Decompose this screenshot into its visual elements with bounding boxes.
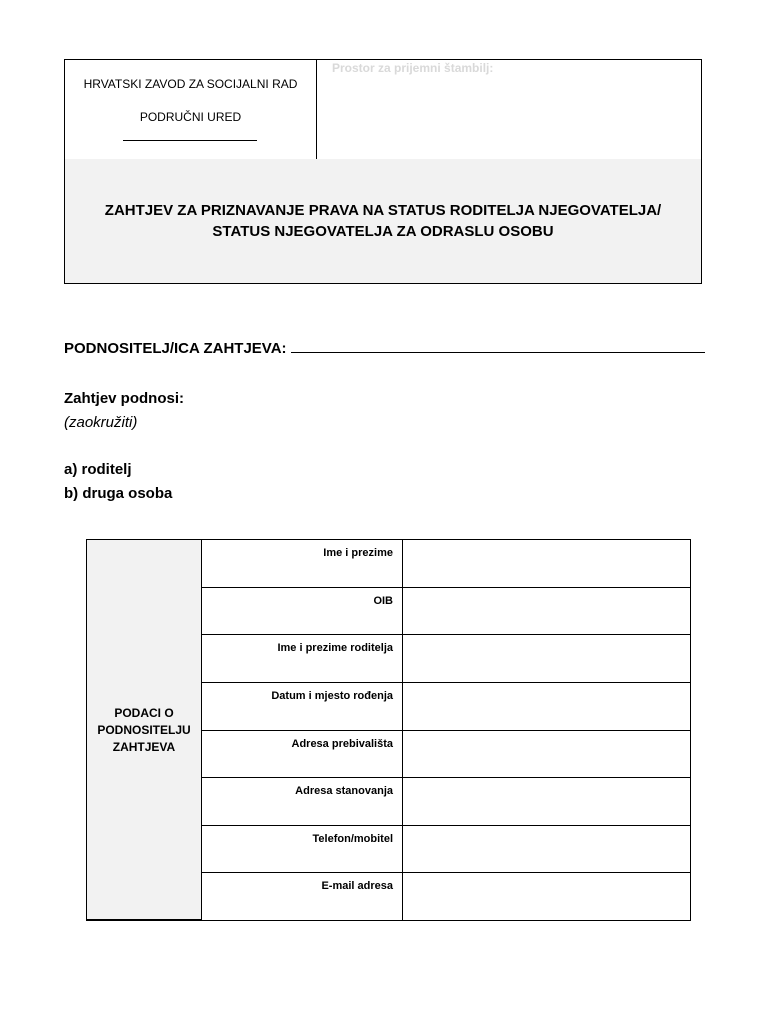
side-heading-extension — [86, 897, 202, 920]
office-blank-line[interactable] — [123, 140, 257, 141]
field-input-name[interactable] — [403, 540, 691, 588]
option-parent[interactable]: a) roditelj — [64, 461, 132, 478]
circle-instruction: (zaokružiti) — [64, 414, 138, 431]
field-label-living-address: Adresa stanovanja — [202, 778, 403, 826]
field-input-living-address[interactable] — [403, 778, 691, 826]
institution-name: HRVATSKI ZAVOD ZA SOCIJALNI RAD — [83, 77, 298, 91]
field-input-birth[interactable] — [403, 682, 691, 730]
field-label-name: Ime i prezime — [202, 540, 403, 588]
submits-label: Zahtjev podnosi: — [64, 390, 184, 407]
form-title-line-1: ZAHTJEV ZA PRIZNAVANJE PRAVA NA STATUS RODITELJA NJEGOVATELJA/ — [104, 202, 662, 219]
field-input-phone[interactable] — [403, 825, 691, 873]
field-label-residence: Adresa prebivališta — [202, 730, 403, 778]
field-label-oib: OIB — [202, 587, 403, 635]
option-other-person[interactable]: b) druga osoba — [64, 485, 173, 502]
field-input-oib[interactable] — [403, 587, 691, 635]
field-label-parent-name: Ime i prezime roditelja — [202, 635, 403, 683]
table-side-heading — [87, 540, 202, 921]
stamp-area-label: Prostor za prijemni štambilj: — [332, 61, 494, 75]
applicant-blank-line[interactable] — [291, 339, 705, 353]
applicant-data-table — [86, 539, 691, 921]
form-title-block — [65, 159, 701, 283]
office-name: PODRUČNI URED — [139, 110, 242, 124]
field-label-email: E-mail adresa — [202, 873, 403, 921]
table-row — [87, 540, 691, 588]
applicant-field — [64, 339, 705, 357]
side-heading-line-3: ZAHTJEVA — [112, 739, 176, 754]
form-title-line-2: STATUS NJEGOVATELJA ZA ODRASLU OSOBU — [212, 223, 554, 240]
form-header — [64, 59, 702, 284]
institution-cell — [65, 60, 317, 159]
field-input-residence[interactable] — [403, 730, 691, 778]
applicant-label: PODNOSITELJ/ICA ZAHTJEVA: — [64, 340, 287, 357]
field-input-parent-name[interactable] — [403, 635, 691, 683]
field-label-birth: Datum i mjesto rođenja — [202, 682, 403, 730]
field-label-phone: Telefon/mobitel — [202, 825, 403, 873]
field-input-email[interactable] — [403, 873, 691, 921]
header-top-row — [65, 60, 701, 160]
side-heading-line-1: PODACI O — [114, 705, 174, 720]
side-heading-line-2: PODNOSITELJU — [97, 722, 191, 737]
